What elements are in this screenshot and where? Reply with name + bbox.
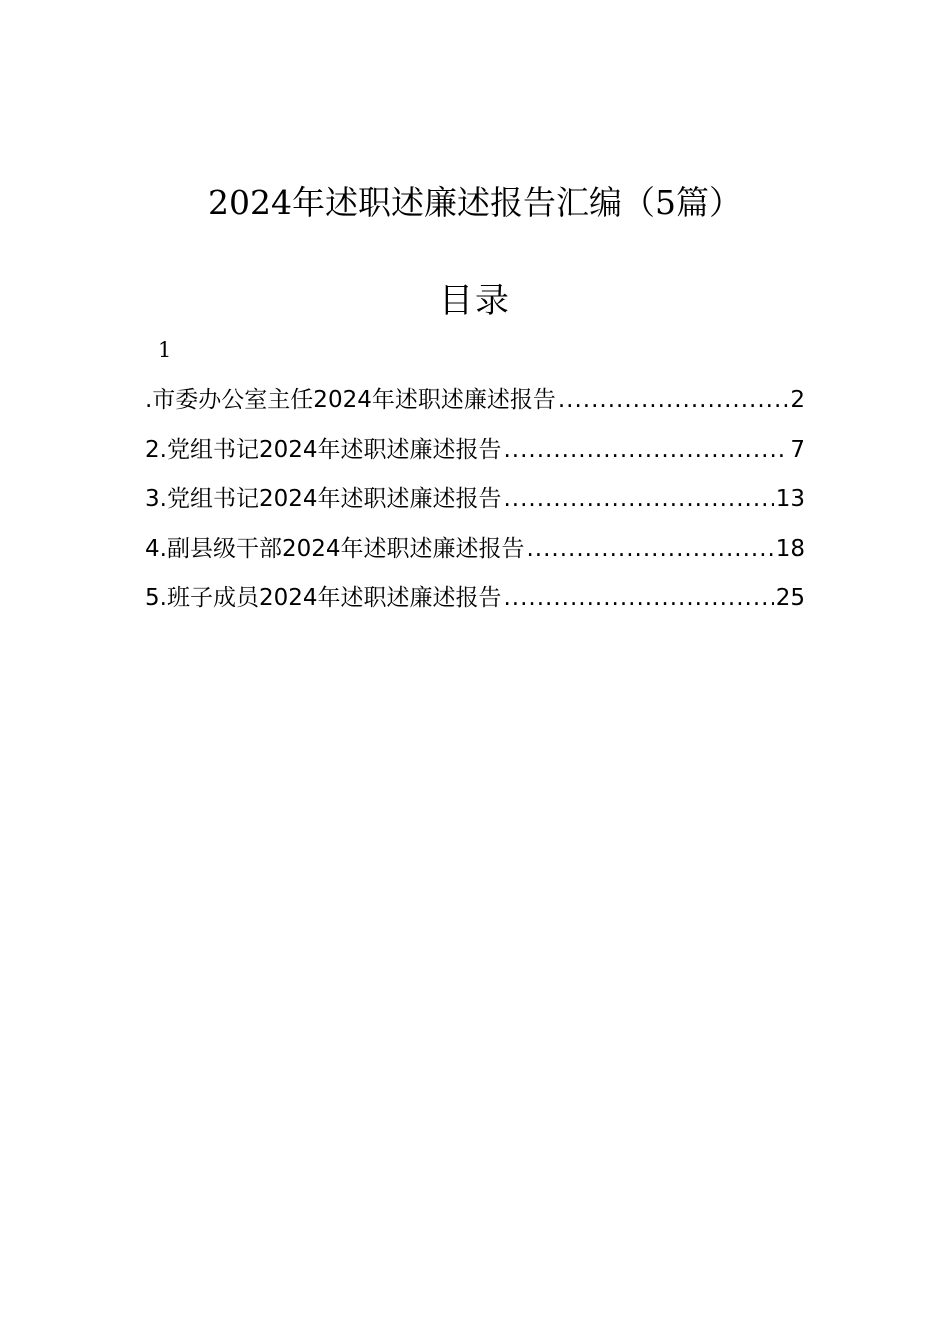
document-title: 2024年述职述廉述报告汇编（5篇） <box>208 183 742 222</box>
toc-item-label: 4.副县级干部2024年述职述廉述报告 <box>145 535 525 562</box>
toc-item-label: 5.班子成员2024年述职述廉述报告 <box>145 585 502 611</box>
toc-item[interactable] <box>145 578 805 628</box>
toc-item-label: .市委办公室主任2024年述职述廉述报告 <box>145 387 556 413</box>
toc-item[interactable] <box>145 529 805 579</box>
stray-number: 1 <box>158 338 172 362</box>
toc-item-page-number: 25 <box>775 585 805 611</box>
toc-dot-leader <box>503 479 773 519</box>
toc-item[interactable] <box>145 430 805 480</box>
toc-item-page-number: 7 <box>790 436 805 463</box>
toc-item[interactable] <box>145 479 805 529</box>
toc-item-page-number: 13 <box>775 486 805 512</box>
toc-item-page-number: 18 <box>775 535 805 562</box>
toc-dot-leader <box>526 529 773 569</box>
toc-dot-leader <box>503 578 773 618</box>
toc-item-label: 3.党组书记2024年述职述廉述报告 <box>145 486 502 512</box>
toc-item[interactable] <box>145 380 805 430</box>
table-of-contents <box>145 380 805 628</box>
toc-dot-leader <box>558 380 789 420</box>
toc-dot-leader <box>503 430 788 470</box>
toc-item-label: 2.党组书记2024年述职述廉述报告 <box>145 436 502 463</box>
toc-heading: 目录 <box>439 281 511 321</box>
toc-item-page-number: 2 <box>790 387 805 413</box>
